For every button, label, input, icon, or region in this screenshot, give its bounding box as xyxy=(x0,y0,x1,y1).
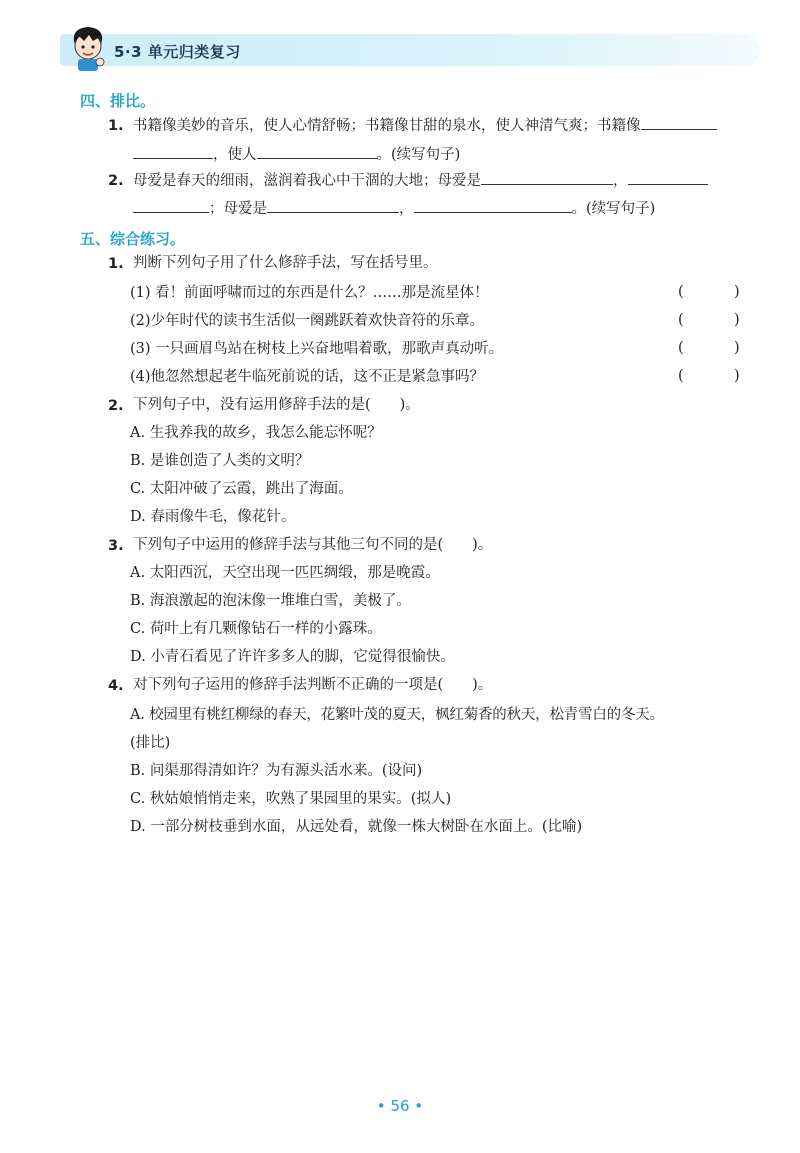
s5-q2-option-a: A. 生我养我的故乡，我怎么能忘怀呢？ xyxy=(130,425,382,441)
s5-q2-option-c: C. 太阳冲破了云霞，跳出了海面。 xyxy=(130,481,353,497)
s4-q2-line1 xyxy=(133,171,708,191)
s5-q1-paren-close-4[interactable]: ) xyxy=(734,368,740,384)
s4-q1-line1 xyxy=(133,116,717,136)
s5-q1-paren-open-2: ( xyxy=(678,312,684,328)
s4-q2-blank-5[interactable] xyxy=(414,199,572,213)
page-number: • 56 • xyxy=(376,1097,424,1115)
s5-q1-item-2: (2)少年时代的读书生活似一阕跳跃着欢快音符的乐章。 xyxy=(130,313,485,329)
section4-title: 四、排比。 xyxy=(80,92,156,110)
s5-q1-paren-open-1: ( xyxy=(678,284,684,300)
s5-q4-option-a: A. 校园里有桃红柳绿的春天，花繁叶茂的夏天，枫红菊香的秋天，松青雪白的冬天。 xyxy=(130,707,664,723)
s5-q1-number: 1. xyxy=(108,256,124,272)
s5-q4-option-c: C. 秋姑娘悄悄走来，吹熟了果园里的果实。(拟人) xyxy=(130,791,452,807)
s5-q4-number: 4. xyxy=(108,678,124,694)
s4-q1-end: 。(续写句子) xyxy=(376,147,461,163)
s5-q3-number: 3. xyxy=(108,538,124,554)
s5-q1-item-3: (3) 一只画眉鸟站在树枝上兴奋地唱着歌，那歌声真动听。 xyxy=(130,341,504,357)
s4-q1-mid: ，使人 xyxy=(213,147,257,163)
s4-q1-number: 1. xyxy=(108,118,124,134)
s4-q2-line2a: ；母爱是 xyxy=(209,201,267,217)
s5-q2-number: 2. xyxy=(108,398,124,414)
s4-q2-comma: ， xyxy=(613,173,628,189)
s5-q3-option-a: A. 太阳西沉，天空出现一匹匹绸缎，那是晚霞。 xyxy=(130,565,440,581)
s5-q1-paren-close-3[interactable]: ) xyxy=(734,340,740,356)
mascot-boy-icon xyxy=(66,24,110,72)
s4-q2-blank-4[interactable] xyxy=(267,199,399,213)
s5-q3-option-c: C. 荷叶上有几颗像钻石一样的小露珠。 xyxy=(130,621,382,637)
s5-q2-stem: 下列句子中，没有运用修辞手法的是( )。 xyxy=(133,397,420,413)
s5-q3-option-b: B. 海浪激起的泡沫像一堆堆白雪，美极了。 xyxy=(130,593,411,609)
s4-q1-text: 书籍像美妙的音乐，使人心情舒畅；书籍像甘甜的泉水，使人神清气爽；书籍像 xyxy=(133,118,641,134)
s4-q2-end: 。(续写句子) xyxy=(571,201,656,217)
s4-q2-text: 母爱是春天的细雨，滋润着我心中干涸的大地；母爱是 xyxy=(133,173,481,189)
s5-q1-paren-open-3: ( xyxy=(678,340,684,356)
section5-title: 五、综合练习。 xyxy=(80,230,186,248)
s5-q3-stem: 下列句子中运用的修辞手法与其他三句不同的是( )。 xyxy=(133,537,493,553)
s4-q1-blank-3[interactable] xyxy=(257,145,377,159)
s4-q2-blank-2[interactable] xyxy=(628,171,708,185)
s4-q1-line2 xyxy=(133,145,460,165)
s5-q1-stem: 判断下列句子用了什么修辞手法，写在括号里。 xyxy=(133,255,438,271)
s5-q2-option-b: B. 是谁创造了人类的文明？ xyxy=(130,453,310,469)
s4-q1-blank-1[interactable] xyxy=(641,116,717,130)
s5-q4-option-d: D. 一部分树枝垂到水面，从远处看，就像一株大树卧在水面上。(比喻) xyxy=(130,819,583,835)
s5-q4-option-a-note: (排比) xyxy=(130,735,171,751)
s5-q4-stem: 对下列句子运用的修辞手法判断不正确的一项是( )。 xyxy=(133,677,493,693)
s4-q2-number: 2. xyxy=(108,173,124,189)
s4-q2-line2 xyxy=(133,199,655,219)
s4-q2-blank-3[interactable] xyxy=(133,199,209,213)
s5-q3-option-d: D. 小青石看见了许许多多人的脚，它觉得很愉快。 xyxy=(130,649,455,665)
s5-q1-item-4: (4)他忽然想起老牛临死前说的话，这不正是紧急事吗？ xyxy=(130,369,485,385)
s5-q1-item-1: (1) 看！前面呼啸而过的东西是什么？……那是流星体！ xyxy=(130,285,489,301)
header-title: 5·3 单元归类复习 xyxy=(114,43,241,61)
s5-q1-paren-open-4: ( xyxy=(678,368,684,384)
s4-q2-line2b: ， xyxy=(399,201,414,217)
s4-q2-blank-1[interactable] xyxy=(481,171,613,185)
s5-q2-option-d: D. 春雨像牛毛，像花针。 xyxy=(130,509,296,525)
s5-q1-paren-close-1[interactable]: ) xyxy=(734,284,740,300)
s5-q1-paren-close-2[interactable]: ) xyxy=(734,312,740,328)
s4-q1-blank-2[interactable] xyxy=(133,145,213,159)
s5-q4-option-b: B. 问渠那得清如许？为有源头活水来。(设问) xyxy=(130,763,423,779)
